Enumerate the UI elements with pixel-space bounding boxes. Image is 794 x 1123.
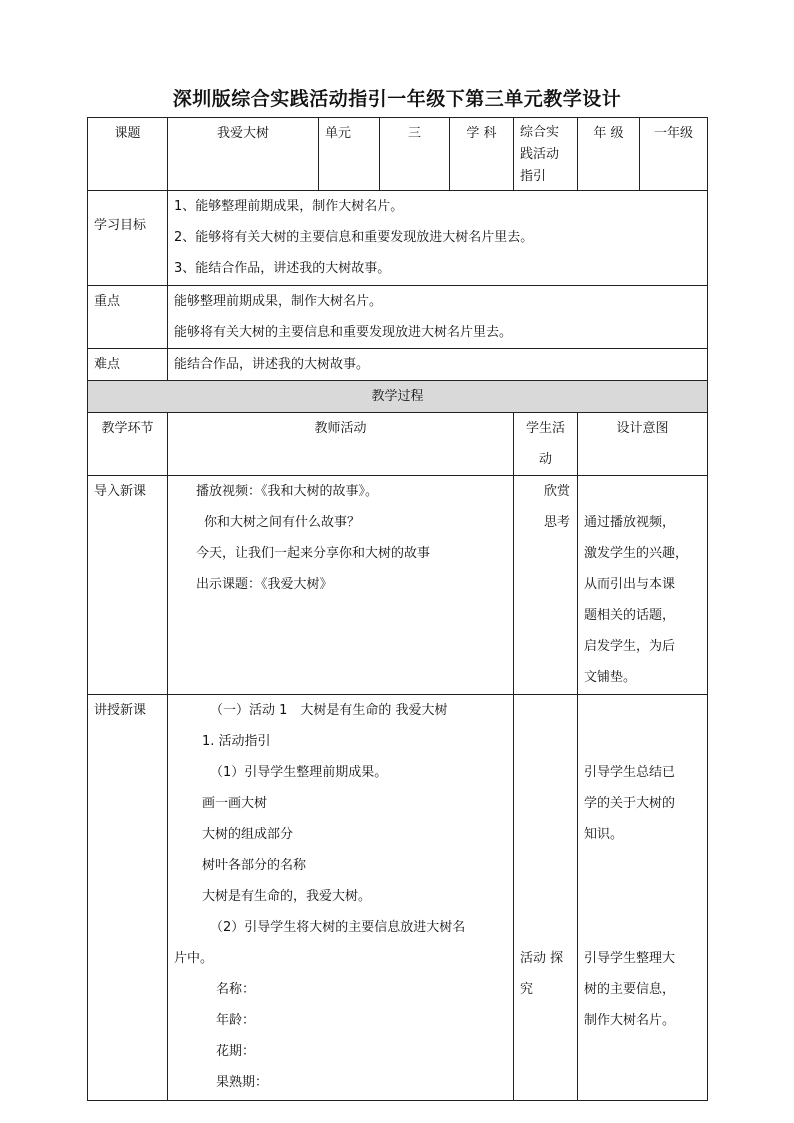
difficulty-label: 难点: [88, 349, 168, 381]
new-lesson-intent-2: [584, 850, 701, 1036]
new-lesson-teacher-line: 花期：: [216, 1044, 256, 1059]
lesson-plan-table: [87, 117, 708, 1101]
new-lesson-row: [88, 695, 708, 1101]
grade-value: 一年级: [640, 118, 708, 191]
intro-student-line: 思考: [544, 515, 571, 530]
objectives-row: [88, 191, 708, 286]
column-student: 学生活动: [514, 413, 578, 476]
header-row: [88, 118, 708, 191]
intro-intent-line: 启发学生，为后: [584, 639, 676, 654]
objective-item: 1、能够整理前期成果，制作大树名片。: [174, 199, 404, 214]
process-heading-row: [88, 381, 708, 413]
intro-intent-line: 激发学生的兴趣，: [584, 546, 689, 561]
intro-stage: 导入新课: [88, 476, 168, 695]
new-lesson-teacher: [168, 695, 514, 1101]
process-columns-row: [88, 413, 708, 476]
intro-student-line: 欣赏: [544, 484, 571, 499]
unit-label: 单元: [319, 118, 380, 191]
new-lesson-teacher-line: 年龄：: [216, 1013, 256, 1028]
intro-intent-line: 文铺垫。: [584, 670, 637, 685]
new-lesson-stage: 讲授新课: [88, 695, 168, 1101]
unit-value: 三: [380, 118, 450, 191]
difficulty-row: [88, 349, 708, 381]
intro-intent: [578, 476, 708, 695]
intro-teacher-line: 播放视频：《我和大树的故事》。: [196, 484, 379, 499]
new-lesson-intent-line: 制作大树名片。: [584, 1013, 676, 1028]
new-lesson-intent-line: 树的主要信息，: [584, 982, 676, 997]
new-lesson-intent-1: [584, 695, 701, 850]
key-points-label: 重点: [88, 286, 168, 349]
objective-item: 2、能够将有关大树的主要信息和重要发现放进大树名片里去。: [174, 230, 534, 245]
intro-intent-line: 从而引出与本课: [584, 577, 676, 592]
new-lesson-teacher-line: （一）活动 1 大树是有生命的 我爱大树: [210, 703, 448, 718]
new-lesson-teacher-line: 果熟期：: [216, 1075, 269, 1090]
new-lesson-teacher-line: （2）引导学生将大树的主要信息放进大树名: [210, 920, 466, 935]
page-title: 深圳版综合实践活动指引一年级下第三单元教学设计: [172, 88, 622, 110]
new-lesson-teacher-line: 片中。: [174, 951, 214, 966]
intro-intent-line: 题相关的话题，: [584, 608, 676, 623]
intro-intent-line: 通过播放视频，: [584, 515, 676, 530]
intro-row: [88, 476, 708, 695]
new-lesson-student: 活动 探究: [514, 695, 578, 1101]
grade-label: 年 级: [578, 118, 640, 191]
difficulty-text: 能结合作品，讲述我的大树故事。: [168, 349, 708, 381]
intro-student: [514, 476, 578, 695]
key-points-list: [168, 286, 708, 349]
new-lesson-teacher-line: 树叶各部分的名称: [202, 858, 307, 873]
intro-teacher-line: 你和大树之间有什么故事？: [204, 515, 361, 530]
subject-label: 学 科: [450, 118, 514, 191]
new-lesson-teacher-line: 1. 活动指引: [202, 734, 271, 749]
new-lesson-intent-line: 知识。: [584, 827, 624, 842]
objectives-label: 学习目标: [88, 191, 168, 286]
subject-value: 综合实践活动指引: [514, 118, 578, 191]
new-lesson-intent-line: 学的关于大树的: [584, 796, 676, 811]
new-lesson-intent-line: 引导学生整理大: [584, 951, 676, 966]
column-teacher: 教师活动: [168, 413, 514, 476]
topic-label: 课题: [88, 118, 168, 191]
column-intent: 设计意图: [578, 413, 708, 476]
key-point-item: 能够整理前期成果，制作大树名片。: [174, 294, 383, 309]
objectives-list: [168, 191, 708, 286]
topic-value: 我爱大树: [168, 118, 319, 191]
new-lesson-teacher-line: 大树是有生命的，我爱大树。: [202, 889, 372, 904]
objective-item: 3、能结合作品，讲述我的大树故事。: [174, 261, 391, 276]
process-heading: 教学过程: [88, 381, 708, 413]
new-lesson-intent: [578, 695, 708, 1101]
key-points-row: [88, 286, 708, 349]
intro-teacher: [168, 476, 514, 695]
column-stage: 教学环节: [88, 413, 168, 476]
new-lesson-teacher-line: 大树的组成部分: [202, 827, 294, 842]
new-lesson-teacher-line: 画一画大树: [202, 796, 268, 811]
new-lesson-teacher-line: 名称：: [216, 982, 256, 997]
intro-teacher-line: 出示课题：《我爱大树》: [196, 577, 333, 592]
intro-teacher-line: 今天，让我们一起来分享你和大树的故事: [196, 546, 431, 561]
key-point-item: 能够将有关大树的主要信息和重要发现放进大树名片里去。: [174, 325, 513, 340]
new-lesson-teacher-line: （1）引导学生整理前期成果。: [210, 765, 388, 780]
new-lesson-intent-line: 引导学生总结已: [584, 765, 676, 780]
